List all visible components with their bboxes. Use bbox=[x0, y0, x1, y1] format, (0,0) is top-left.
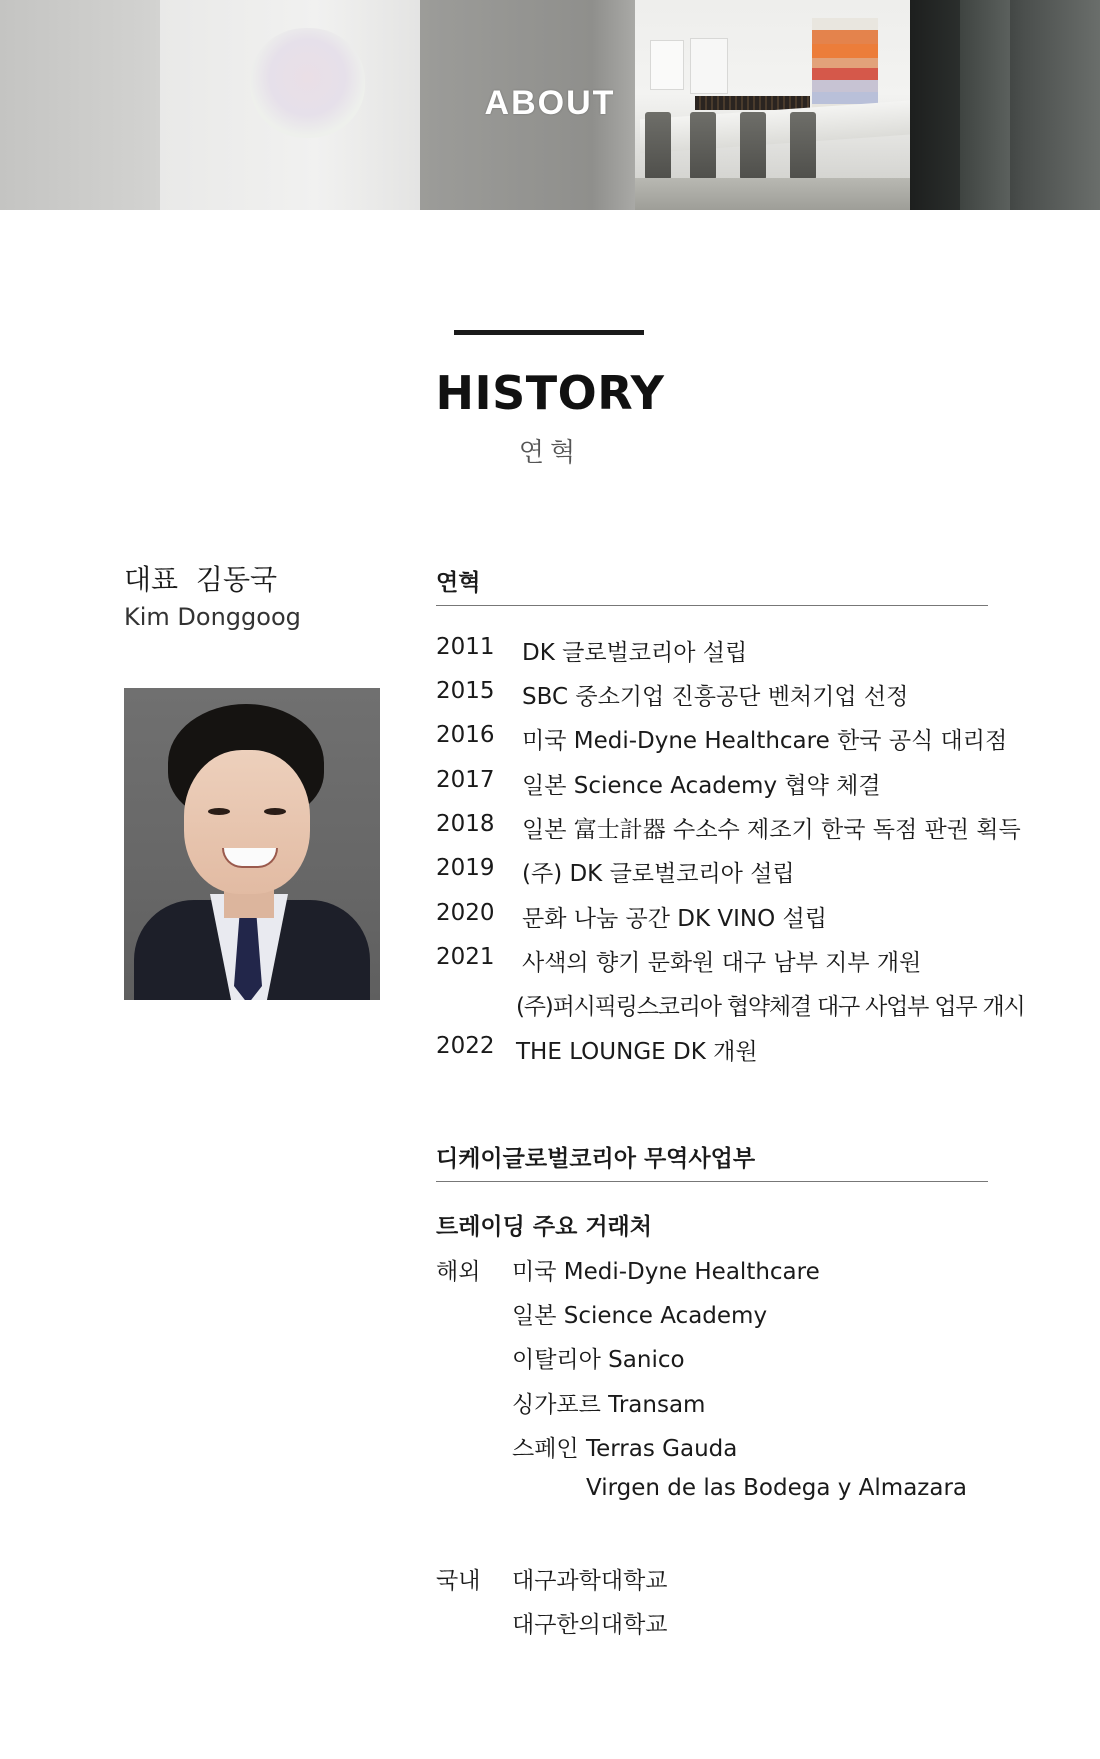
history-year: 2015 bbox=[436, 678, 495, 704]
section-subtitle: 연혁 bbox=[518, 438, 582, 468]
banner-photo-chair bbox=[690, 112, 716, 180]
history-item bbox=[436, 678, 1036, 714]
banner-photo-floor bbox=[635, 178, 910, 210]
history-event: SBC 중소기업 진흥공단 벤처기업 선정 bbox=[522, 684, 909, 710]
history-event: 사색의 향기 문화원 대구 남부 지부 개원 bbox=[522, 950, 922, 976]
banner-photo-wall bbox=[0, 0, 160, 210]
trade-subheading: 트레이딩 주요 거래처 bbox=[436, 1214, 652, 1240]
history-event: DK 글로벌코리아 설립 bbox=[522, 640, 748, 666]
trade-partner: 이탈리아 Sanico bbox=[512, 1347, 685, 1373]
history-event: 일본 富士計器 수소수 제조기 한국 독점 판권 획득 bbox=[522, 817, 1021, 843]
trade-heading: 디케이글로벌코리아 무역사업부 bbox=[436, 1146, 756, 1172]
history-year: 2021 bbox=[436, 944, 495, 970]
history-event: 일본 Science Academy 협약 체결 bbox=[522, 773, 881, 799]
history-item bbox=[436, 722, 1036, 758]
history-event: (주) DK 글로벌코리아 설립 bbox=[522, 861, 795, 887]
banner-photo-chair bbox=[740, 112, 766, 180]
trade-partner-row bbox=[436, 1341, 1036, 1377]
history-item bbox=[436, 855, 1036, 891]
section-title: HISTORY bbox=[435, 366, 665, 420]
trade-partner: 대구과학대학교 bbox=[512, 1568, 668, 1594]
portrait-face bbox=[184, 750, 310, 894]
trade-divider bbox=[436, 1181, 988, 1182]
hero-banner bbox=[0, 0, 1100, 210]
trade-partner: 스페인 Terras Gauda bbox=[512, 1436, 738, 1462]
history-event: (주)퍼시픽링스코리아 협약체결 대구 사업부 업무 개시 bbox=[516, 994, 1025, 1020]
trade-partner-row bbox=[436, 1562, 1036, 1598]
trade-region-label: 국내 bbox=[436, 1568, 481, 1594]
trade-partner-row bbox=[436, 1606, 1036, 1642]
history-event: THE LOUNGE DK 개원 bbox=[516, 1039, 758, 1065]
history-year: 2018 bbox=[436, 811, 495, 837]
banner-photo-chair bbox=[790, 112, 816, 180]
banner-title: ABOUT bbox=[484, 84, 616, 122]
trade-partner: 대구한의대학교 bbox=[512, 1612, 668, 1638]
trade-partner-row bbox=[436, 1297, 1036, 1333]
history-heading: 연혁 bbox=[436, 570, 481, 596]
history-divider bbox=[436, 605, 988, 606]
history-item bbox=[436, 1033, 1036, 1069]
trade-partner: 싱가포르 Transam bbox=[512, 1392, 706, 1418]
banner-photo-frame bbox=[690, 38, 728, 94]
history-item bbox=[436, 634, 1036, 670]
history-item bbox=[436, 988, 1036, 1024]
banner-photo-window-frame bbox=[960, 0, 1010, 210]
trade-region-label: 해외 bbox=[436, 1259, 481, 1285]
trade-partner-row bbox=[436, 1386, 1036, 1422]
history-event: 미국 Medi-Dyne Healthcare 한국 공식 대리점 bbox=[522, 728, 1008, 754]
ceo-name-english: Kim Donggoog bbox=[124, 603, 301, 631]
portrait-eye bbox=[208, 808, 230, 815]
ceo-name-korean: 대표 김동국 bbox=[124, 563, 278, 596]
trade-partner: Virgen de las Bodega y Almazara bbox=[586, 1475, 968, 1501]
history-event: 문화 나눔 공간 DK VINO 설립 bbox=[522, 906, 827, 932]
history-year: 2020 bbox=[436, 900, 495, 926]
section-title-rule bbox=[454, 330, 644, 335]
history-item bbox=[436, 767, 1036, 803]
history-item bbox=[436, 944, 1036, 980]
history-year: 2017 bbox=[436, 767, 495, 793]
banner-photo-artwork bbox=[250, 28, 365, 138]
trade-partner-row bbox=[436, 1475, 1036, 1511]
trade-partner-row bbox=[436, 1430, 1036, 1466]
trade-partner: 미국 Medi-Dyne Healthcare bbox=[512, 1259, 820, 1285]
ceo-portrait bbox=[124, 688, 380, 1000]
history-year: 2011 bbox=[436, 634, 495, 660]
history-item bbox=[436, 811, 1036, 847]
trade-partner-row bbox=[436, 1253, 1036, 1289]
history-year: 2022 bbox=[436, 1033, 495, 1059]
history-item bbox=[436, 900, 1036, 936]
trade-partner: 일본 Science Academy bbox=[512, 1303, 768, 1329]
history-year: 2016 bbox=[436, 722, 495, 748]
history-year: 2019 bbox=[436, 855, 495, 881]
banner-photo-frame bbox=[650, 40, 684, 90]
portrait-eye bbox=[264, 808, 286, 815]
